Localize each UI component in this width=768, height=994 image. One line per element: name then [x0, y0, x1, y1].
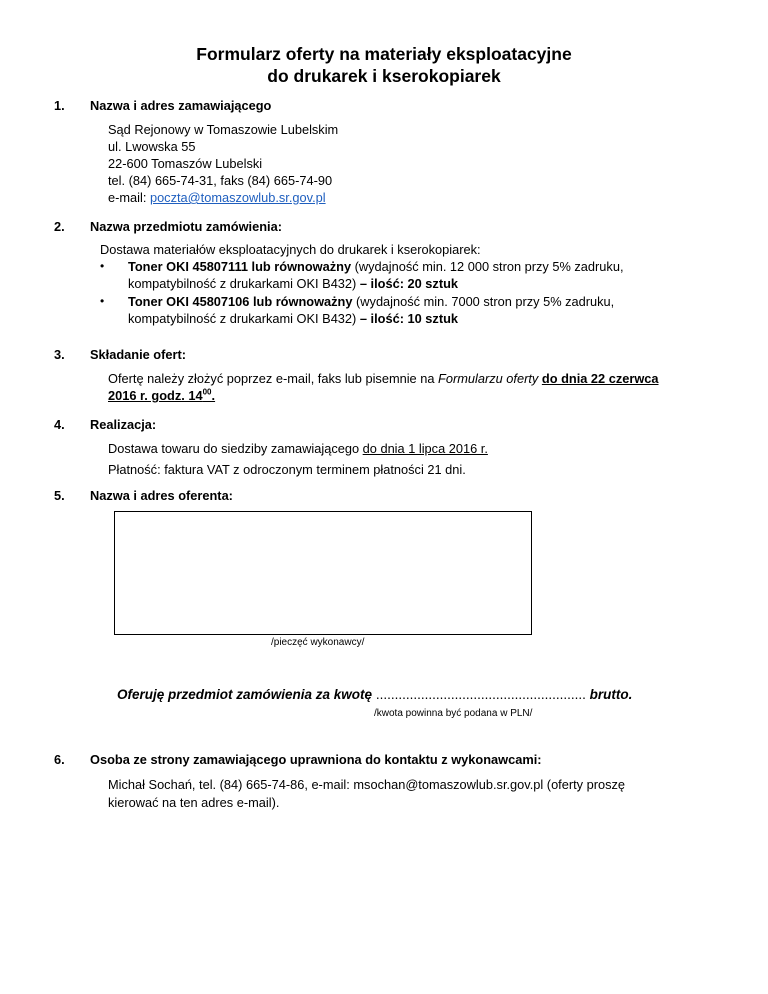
list-item-continuation — [128, 275, 458, 292]
section-4-heading: Realizacja: — [90, 417, 157, 432]
item-compat: kompatybilność z drukarkami OKI B432) — [128, 311, 357, 326]
list-item — [128, 258, 624, 275]
deadline-part2 — [108, 388, 215, 403]
offer-price-line — [117, 687, 632, 702]
stamp-caption: /pieczęć wykonawcy/ — [271, 637, 365, 648]
section-5-heading: Nazwa i adres oferenta: — [90, 488, 233, 503]
offer-gross: brutto. — [589, 687, 633, 702]
deadline-part1: do dnia 22 czerwca — [541, 371, 659, 386]
submission-text: Ofertę należy złożyć poprzez e-mail, faks lub pisemnie na — [108, 371, 439, 386]
document-title-line1: Formularz oferty na materiały eksploatacyjne — [196, 44, 572, 64]
submission-text-line1 — [108, 370, 659, 387]
section-6-heading: Osoba ze strony zamawiającego uprawniona do kontaktu z wykonawcami: — [90, 752, 542, 767]
item-name: Toner OKI 45807106 lub równoważny — [128, 294, 353, 309]
list-item — [128, 293, 614, 310]
item-qty: – ilość: 10 sztuk — [356, 311, 459, 326]
list-bullet: • — [100, 294, 105, 308]
payment-line: Płatność: faktura VAT z odroczonym terminem płatności 21 dni. — [108, 462, 466, 477]
price-note: /kwota powinna być podana w PLN/ — [374, 708, 533, 719]
item-spec: (wydajność min. 12 000 stron przy 5% zadruku, — [351, 259, 624, 274]
submission-text-line2 — [108, 387, 215, 404]
subject-intro: Dostawa materiałów eksploatacyjnych do drukarek i kserokopiarek: — [100, 242, 481, 257]
offer-text: Oferuję przedmiot zamówienia za kwotę — [117, 687, 373, 702]
delivery-line — [108, 440, 488, 457]
contractor-stamp-box[interactable] — [114, 511, 532, 635]
item-name: Toner OKI 45807111 lub równoważny — [128, 259, 352, 274]
email-link[interactable]: poczta@tomaszowlub.sr.gov.pl — [149, 190, 326, 205]
price-blank[interactable]: ........................................................ — [372, 687, 590, 702]
section-3-heading: Składanie ofert: — [90, 347, 187, 362]
section-2-heading: Nazwa przedmiotu zamówienia: — [90, 219, 282, 234]
section-3-number: 3. — [54, 347, 65, 362]
contact-line1: Michał Sochań, tel. (84) 665-74-86, e-mail: msochan@tomaszowlub.sr.gov.pl (oferty proszę — [108, 777, 626, 792]
document-title-line2: do drukarek i kserokopiarek — [267, 66, 501, 86]
section-2-number: 2. — [54, 219, 65, 234]
deadline-dot: . — [211, 388, 216, 403]
delivery-date: do dnia 1 lipca 2016 r. — [362, 441, 488, 456]
list-item-continuation — [128, 310, 458, 327]
item-qty: – ilość: 20 sztuk — [356, 276, 459, 291]
delivery-text: Dostawa towaru do siedziby zamawiającego — [108, 441, 363, 456]
item-compat: kompatybilność z drukarkami OKI B432) — [128, 276, 357, 291]
ordering-party-name: Sąd Rejonowy w Tomaszowie Lubelskim — [108, 122, 339, 137]
ordering-party-phone: tel. (84) 665-74-31, faks (84) 665-74-90 — [108, 173, 333, 188]
item-spec: (wydajność min. 7000 stron przy 5% zadruku, — [352, 294, 615, 309]
section-5-number: 5. — [54, 488, 65, 503]
deadline-minutes: 00 — [202, 387, 212, 397]
ordering-party-email-line — [108, 189, 326, 206]
section-1-heading: Nazwa i adres zamawiającego — [90, 98, 272, 113]
ordering-party-city: 22-600 Tomaszów Lubelski — [108, 156, 263, 171]
email-label: e-mail: — [108, 190, 150, 205]
section-1-number: 1. — [54, 98, 65, 113]
contact-line2: kierować na ten adres e-mail). — [108, 795, 280, 810]
list-bullet: • — [100, 259, 105, 273]
section-6-number: 6. — [54, 752, 65, 767]
ordering-party-street: ul. Lwowska 55 — [108, 139, 196, 154]
form-name: Formularzu oferty — [438, 371, 539, 386]
section-4-number: 4. — [54, 417, 65, 432]
deadline-date: 2016 r. godz. 14 — [108, 388, 203, 403]
